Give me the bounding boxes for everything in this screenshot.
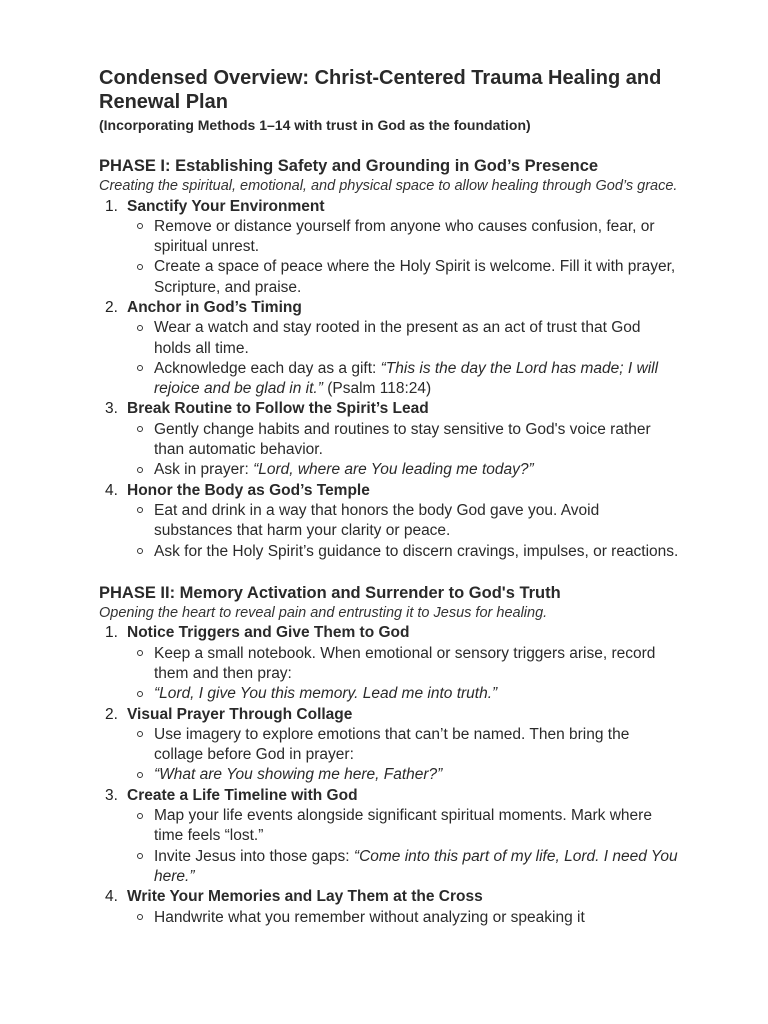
hollow-circle-bullet-icon <box>137 467 143 473</box>
phase-section <box>99 155 679 562</box>
bullet-list <box>127 806 679 887</box>
bullet-text: Use imagery to explore emotions that can’t be named. Then bring the collage before God in prayer: <box>154 725 630 764</box>
bullet-item <box>154 501 679 542</box>
hollow-circle-bullet-icon <box>137 426 143 432</box>
bullet-list <box>127 725 679 786</box>
bullet-text: Eat and drink in a way that honors the body God gave you. Avoid substances that harm your clarity or peace. <box>154 501 600 540</box>
bullet-text: Ask in prayer: <box>154 461 254 479</box>
bullet-item <box>154 257 679 298</box>
step-title: Sanctify Your Environment <box>127 197 325 215</box>
bullet-item <box>154 847 679 888</box>
step-title: Break Routine to Follow the Spirit’s Lead <box>127 400 429 418</box>
step-number: 1. <box>105 197 118 215</box>
hollow-circle-bullet-icon <box>137 772 143 778</box>
step-number: 3. <box>105 400 118 418</box>
bullet-quote: “Lord, where are You leading me today?” <box>253 461 534 479</box>
bullet-item <box>154 542 679 562</box>
bullet-list <box>127 318 679 399</box>
hollow-circle-bullet-icon <box>137 223 143 229</box>
bullet-item <box>154 908 679 928</box>
hollow-circle-bullet-icon <box>137 548 143 554</box>
step-title: Create a Life Timeline with God <box>127 786 358 804</box>
hollow-circle-bullet-icon <box>137 264 143 270</box>
step-number: 1. <box>105 624 118 642</box>
step-number: 2. <box>105 298 118 316</box>
bullet-list <box>127 908 679 928</box>
step-item <box>105 705 679 786</box>
bullet-quote: “Come into this part of my life, Lord. I need You here.” <box>154 847 678 885</box>
phase-heading: PHASE II: Memory Activation and Surrender to God's Truth <box>99 583 561 602</box>
hollow-circle-bullet-icon <box>137 813 143 819</box>
hollow-circle-bullet-icon <box>137 731 143 737</box>
bullet-item <box>154 460 679 480</box>
steps-list <box>99 197 679 562</box>
step-item <box>105 197 679 298</box>
step-title: Write Your Memories and Lay Them at the Cross <box>127 888 483 906</box>
steps-list <box>99 623 679 927</box>
bullet-item <box>154 420 679 461</box>
bullet-item <box>154 765 679 785</box>
bullet-list <box>127 217 679 298</box>
phase-heading: PHASE I: Establishing Safety and Grounding in God’s Presence <box>99 157 599 175</box>
bullet-text: Acknowledge each day as a gift: <box>154 359 381 377</box>
bullet-text: Map your life events alongside significant spiritual moments. Mark where time feels “lost.” <box>154 807 652 845</box>
step-title: Anchor in God’s Timing <box>127 298 302 316</box>
step-title: Visual Prayer Through Collage <box>127 705 353 723</box>
bullet-item <box>154 318 679 359</box>
bullet-quote: “Lord, I give You this memory. Lead me into truth.” <box>154 685 498 703</box>
step-item <box>105 481 679 562</box>
bullet-item <box>154 684 679 704</box>
phase-description: Creating the spiritual, emotional, and physical space to allow healing through God’s grace. <box>99 178 678 194</box>
bullet-text: (Psalm 118:24) <box>322 380 432 398</box>
step-item <box>105 298 679 399</box>
phases-container <box>99 155 679 928</box>
hollow-circle-bullet-icon <box>137 507 143 513</box>
bullet-text: Invite Jesus into those gaps: <box>154 847 354 865</box>
step-number: 3. <box>105 786 118 804</box>
bullet-text: Keep a small notebook. When emotional or sensory triggers arise, record them and then pray: <box>154 644 656 682</box>
bullet-text: Remove or distance yourself from anyone who causes confusion, fear, or spiritual unrest. <box>154 217 655 256</box>
bullet-item <box>154 217 679 258</box>
step-number: 4. <box>105 481 118 499</box>
step-title: Notice Triggers and Give Them to God <box>127 624 410 642</box>
bullet-item <box>154 359 679 400</box>
bullet-list <box>127 501 679 562</box>
bullet-quote: “What are You showing me here, Father?” <box>154 766 443 784</box>
step-number: 4. <box>105 888 118 906</box>
bullet-list <box>127 644 679 705</box>
hollow-circle-bullet-icon <box>137 853 143 859</box>
bullet-text: Gently change habits and routines to stay sensitive to God's voice rather than automatic behavior. <box>154 420 651 459</box>
bullet-item <box>154 725 679 766</box>
step-number: 2. <box>105 705 118 723</box>
bullet-text: Handwrite what you remember without analyzing or speaking it <box>154 908 585 926</box>
phase-section <box>99 582 679 928</box>
hollow-circle-bullet-icon <box>137 650 143 656</box>
bullet-text: Create a space of peace where the Holy Spirit is welcome. Fill it with prayer, Scripture, and praise. <box>154 258 676 296</box>
hollow-circle-bullet-icon <box>137 914 143 920</box>
hollow-circle-bullet-icon <box>137 325 143 331</box>
phase-description: Opening the heart to reveal pain and entrusting it to Jesus for healing. <box>99 604 548 621</box>
document-title: Condensed Overview: Christ-Centered Trauma Healing and Renewal Plan <box>99 67 662 113</box>
bullet-quote: “This is the day the Lord has made; I will rejoice and be glad in it.” <box>154 359 659 398</box>
hollow-circle-bullet-icon <box>137 365 143 371</box>
bullet-text: Wear a watch and stay rooted in the present as an act of trust that God holds all time. <box>154 319 641 357</box>
step-item <box>105 623 679 704</box>
step-title: Honor the Body as God’s Temple <box>127 481 370 499</box>
document-content <box>99 66 679 928</box>
step-item <box>105 399 679 480</box>
bullet-list <box>127 420 679 481</box>
step-item <box>105 786 679 887</box>
hollow-circle-bullet-icon <box>137 691 143 697</box>
step-item <box>105 887 679 928</box>
bullet-item <box>154 806 679 847</box>
bullet-item <box>154 644 679 685</box>
bullet-text: Ask for the Holy Spirit’s guidance to discern cravings, impulses, or reactions. <box>154 542 679 560</box>
document-subtitle: (Incorporating Methods 1–14 with trust in God as the foundation) <box>99 117 531 133</box>
